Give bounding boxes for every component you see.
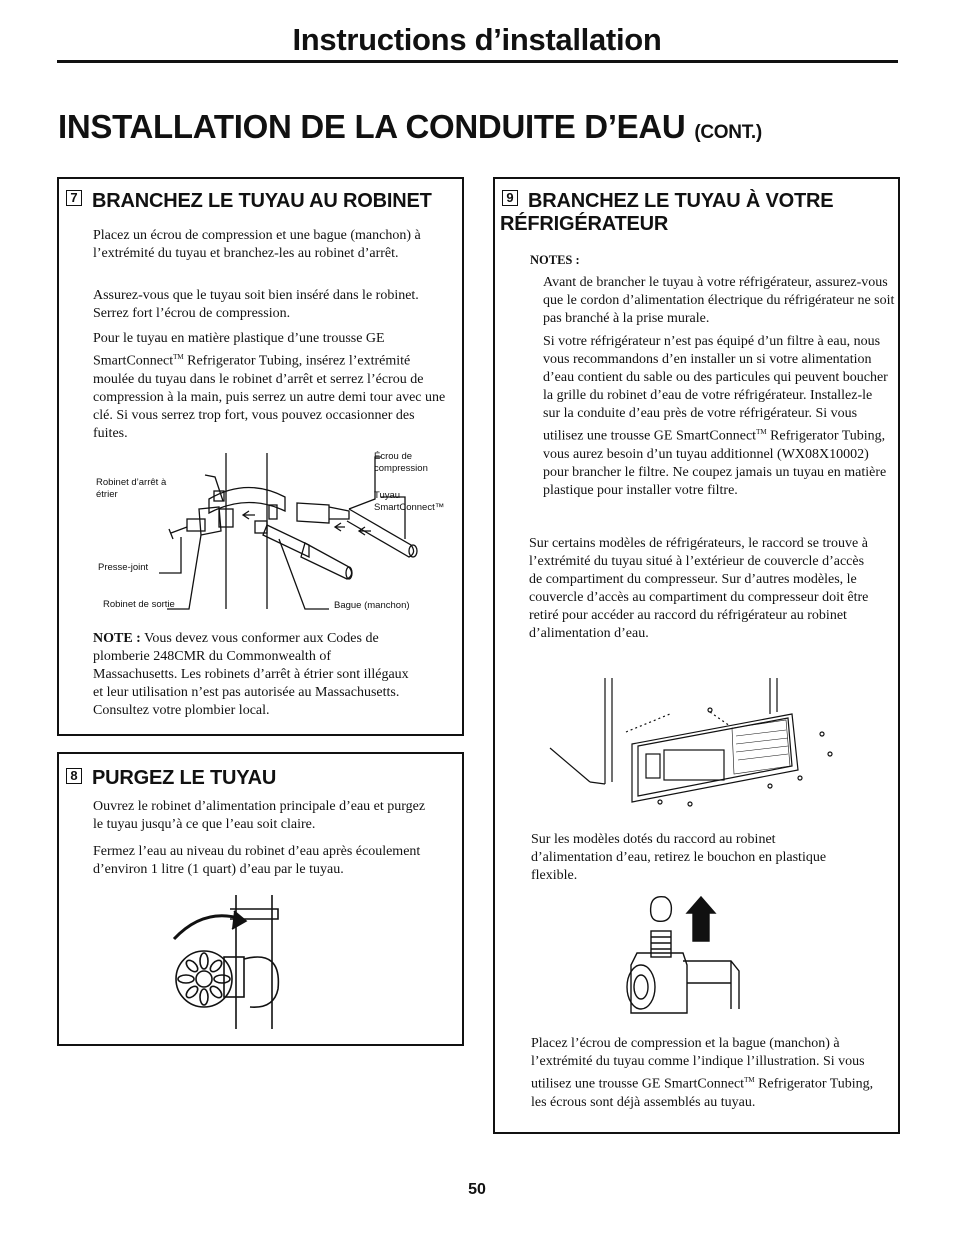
step9-para-3b: Refrigerator Tubing, les écrous sont déjà assemblés au tuyau. bbox=[531, 1076, 874, 1110]
step9-para-3 bbox=[531, 1035, 886, 1112]
step9-tm-2: TM bbox=[744, 1076, 755, 1084]
step8-title: PURGEZ LE TUYAU bbox=[92, 767, 277, 789]
step9-panel bbox=[493, 177, 900, 1134]
step9-note-2 bbox=[543, 333, 888, 500]
label-robinet-sortie: Robinet de sortie bbox=[103, 599, 175, 610]
saddle-valve-illustration bbox=[159, 449, 439, 619]
step9-para-3a: Placez l’écrou de compression et la bague (manchon) à l’extrémité du tuyau comme l’indique l’illustration. Si vous utilisez une trousse GE SmartConnect bbox=[531, 1036, 865, 1092]
step9-tm: TM bbox=[756, 428, 767, 436]
step9-title-line-1: BRANCHEZ LE TUYAU À VOTRE bbox=[528, 190, 834, 212]
label-tuyau: Tuyau SmartConnect™ bbox=[374, 490, 445, 513]
header-title: Instructions d’installation bbox=[292, 22, 662, 57]
step9-para-1: Sur certains modèles de réfrigérateurs, le raccord se trouve à l’extrémité du tuyau situé à l’extérieur de couvercle d’accès de compartiment du compresseur. Sur d’autres modèles, le couvercle d’accès au compartiment du compresseur doit être retiré pour accéder au raccord du réfrigérateur au robinet d’alimentation d’eau. bbox=[529, 536, 869, 641]
step7-note-label: NOTE : bbox=[93, 631, 141, 646]
step9-number: 9 bbox=[502, 190, 518, 206]
step7-para-2: Assurez-vous que le tuyau soit bien inséré dans le robinet. Serrez fort l’écrou de compression. bbox=[93, 288, 419, 321]
step8-panel bbox=[57, 752, 464, 1046]
label-robinet-arret: Robinet d’arrêt à étrier bbox=[96, 477, 167, 500]
faucet-handle-illustration bbox=[164, 889, 304, 1039]
step8-para-1: Ouvrez le robinet d’alimentation principale d’eau et purgez le tuyau jusqu’à ce que l’eau soit claire. bbox=[93, 799, 426, 832]
step9-notes-label: NOTES : bbox=[530, 253, 580, 267]
page-title-suffix: (CONT.) bbox=[694, 122, 762, 143]
label-ecrou: Écrou de compression bbox=[374, 451, 428, 474]
step7-para-3b: Refrigerator Tubing, insérez l’extrémité moulée du tuyau dans le robinet d’arrêt et serrez l’écrou de compression à la main, puis serrez un autre demi tour avec une clé. Si vous serrez trop fort, vous pouvez occasionner des fuites. bbox=[93, 353, 446, 441]
header-rule bbox=[57, 60, 898, 63]
step8-para-2: Fermez l’eau au niveau du robinet d’eau après écoulement d’environ 1 litre (1 quart) d’eau par le tuyau. bbox=[93, 844, 421, 877]
step7-para-1: Placez un écrou de compression et une bague (manchon) à l’extrémité du tuyau et branchez-les au robinet d’arrêt. bbox=[93, 228, 421, 261]
page-title bbox=[58, 108, 762, 146]
step7-title: BRANCHEZ LE TUYAU AU ROBINET bbox=[92, 190, 432, 212]
label-bague: Bague (manchon) bbox=[334, 600, 410, 611]
page-number: 50 bbox=[468, 1181, 486, 1198]
step9-note-2a: Si votre réfrigérateur n’est pas équipé d’un filtre à eau, nous vous recommandons d’en installer un si votre alimentation d’eau contient du sable ou des particules qui peuvent boucher la grille du robinet d’eau de votre réfrigérateur. Installez-le sur la conduite d’eau près de votre réfrigérateur. Si vous utilisez une trousse GE SmartConnect bbox=[543, 334, 888, 444]
step9-para-2: Sur les modèles dotés du raccord au robinet d’alimentation d’eau, retirez le bouchon en plastique flexible. bbox=[531, 832, 827, 883]
step8-number: 8 bbox=[66, 768, 82, 784]
water-valve-cap-illustration bbox=[623, 891, 753, 1031]
step7-note-text: Vous devez vous conformer aux Codes de plomberie 248CMR du Commonwealth of Massachusetts. Les robinets d’arrêt à étrier sont illégaux et leur utilisation n’est pas autorisée au Massachusetts. Consultez votre plombier local. bbox=[93, 631, 409, 718]
step9-note-2b: Refrigerator Tubing, vous aurez besoin d’un tuyau additionnel (WX08X10002) pour brancher le filtre. Ne coupez jamais un tuyau en matière plastique pour installer votre filtre. bbox=[543, 428, 887, 498]
step7-note bbox=[93, 630, 418, 720]
step7-para-3a: Pour le tuyau en matière plastique d’une trousse GE SmartConnect bbox=[93, 331, 385, 369]
step7-tm: TM bbox=[173, 353, 184, 361]
label-presse-joint: Presse-joint bbox=[98, 562, 149, 573]
step7-number: 7 bbox=[66, 190, 82, 206]
step7-panel bbox=[57, 177, 464, 736]
step9-title-line-2: RÉFRIGÉRATEUR bbox=[500, 213, 669, 235]
access-cover-illustration bbox=[550, 674, 840, 814]
step7-para-3 bbox=[93, 330, 448, 443]
step9-note-1: Avant de brancher le tuyau à votre réfrigérateur, assurez-vous que le cordon d’alimentation électrique du réfrigérateur ne soit pas branché à la prise murale. bbox=[543, 275, 895, 326]
page-title-text: INSTALLATION DE LA CONDUITE D’EAU bbox=[58, 108, 686, 145]
